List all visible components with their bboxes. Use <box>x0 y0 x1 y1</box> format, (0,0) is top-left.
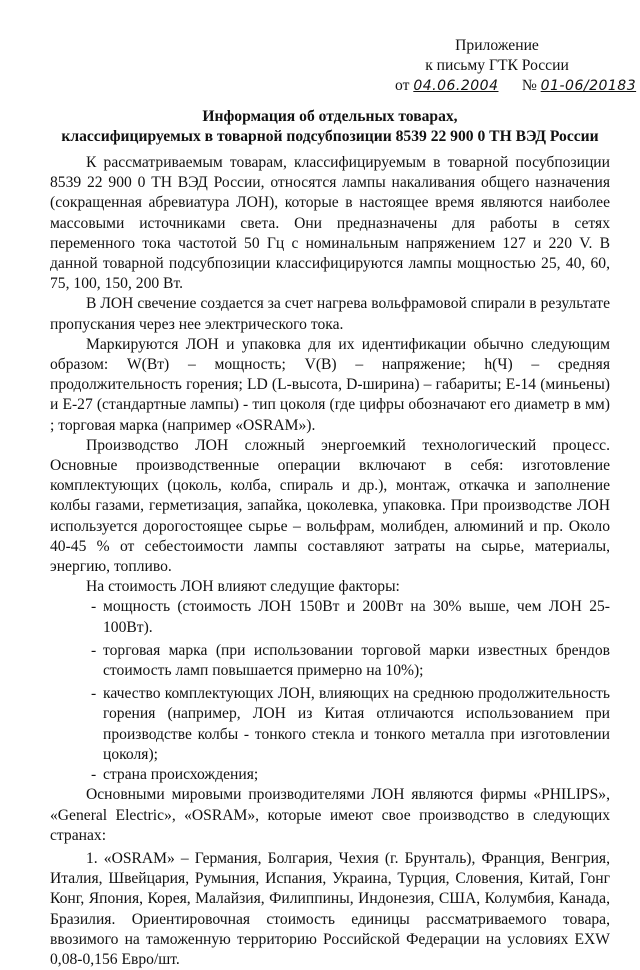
number-prefix: № <box>521 77 537 94</box>
factor-item: - страна происхождения; <box>103 765 610 785</box>
date-prefix: от <box>395 77 410 94</box>
paragraph-marking: Маркируются ЛОН и упаковка для их идентификации обычно следующим образом: W(Вт) – мощность; V(В) – напряжение; h(Ч) – средняя продолжительность горения; LD (L-высота, D-ширина) – габариты; Е-14 (миньены) и Е-27 (стандартные лампы) - тип цоколя (где цифры обозначают его диаметр в мм) ; торговая марка (например «OSRAM»). <box>50 335 610 434</box>
document-body <box>50 153 610 970</box>
appendix-letter-ref: к письму ГТК России <box>425 57 569 74</box>
paragraph-manufacturers: Основными мировыми производителями ЛОН являются фирмы «PHILIPS», «General Electric», «OSRAM», которые имеют свое производство в следующих странах: <box>50 786 610 844</box>
title-line-1: Информация об отдельных товарах, <box>202 108 458 125</box>
appendix-label: Приложение <box>455 37 539 54</box>
factor-item: - мощность (стоимость ЛОН 150Вт и 200Вт на 30% выше, чем ЛОН 25-100Вт). <box>103 597 610 637</box>
handwritten-date: 04.06.2004 <box>413 78 499 94</box>
paragraph-osram: 1. «OSRAM» – Германия, Болгария, Чехия (г. Брунталь), Франция, Венгрия, Италия, Швейцария, Румыния, Испания, Украина, Турция, Словения, Китай, Гонг Конг, Япония, Корея, Малайзия, Филиппины, Индонезия, США, Колумбия, Канада, Бразилия. Ориентировочная стоимость единицы рассматриваемого товара, ввозимого на таможенную территорию Российской Федерации на условиях EXW 0,08-0,156 Евро/шт. <box>50 849 610 968</box>
appendix-header <box>347 36 640 96</box>
factor-item: - торговая марка (при использовании торговой марки известных брендов стоимость ламп повышается примерно на 10%); <box>103 641 610 681</box>
document-title <box>50 107 610 147</box>
paragraph-factors-intro: На стоимость ЛОН влияют следущие факторы: <box>86 578 400 596</box>
factors-list <box>50 597 610 785</box>
factor-item: - качество комплектующих ЛОН, влияющих на среднюю продолжительность горения (например, ЛОН из Китая отличаются использованием при производстве колбы - тонкого стекла и тонкого металла при изготовлении цоколя); <box>103 684 610 765</box>
appendix-date-number <box>347 76 640 96</box>
handwritten-number: 01-06/20183 <box>540 78 637 94</box>
paragraph-production: Производство ЛОН сложный энергоемкий технологический процесс. Основные производственные операции включают в себя: изготовление комплектующих (цоколь, колба, спираль и др.), монтаж, откачка и заполнение колбы газами, герметизация, запайка, цоколевка, упаковка. При производстве ЛОН используется дорогостоящее сырье – вольфрам, молибден, алюминий и пр. Около 40-45 % от себестоимости лампы составляют затраты на сырье, материалы, энергию, топливо. <box>50 436 610 576</box>
paragraph-classification: К рассматриваемым товарам, классифицируемым в товарной посубпозиции 8539 22 900 0 ТН ВЭД России, относятся лампы накаливания общего назначения (сокращенная абревиатура ЛОН), которые в настоящее время являются наиболее массовыми источниками света. Они предназначены для работы в сетях переменного тока частотой 50 Гц с номинальным напряжением 127 и 220 V. В данной товарной подсубпозиции классифицируются лампы мощностью 25, 40, 60, 75, 100, 150, 200 Вт. <box>50 154 610 293</box>
title-line-2: классифицируемых в товарной подсубпозиции 8539 22 900 0 ТН ВЭД России <box>61 128 599 145</box>
paragraph-glow: В ЛОН свечение создается за счет нагрева вольфрамовой спирали в результате пропускания через нее электрического тока. <box>50 295 610 333</box>
